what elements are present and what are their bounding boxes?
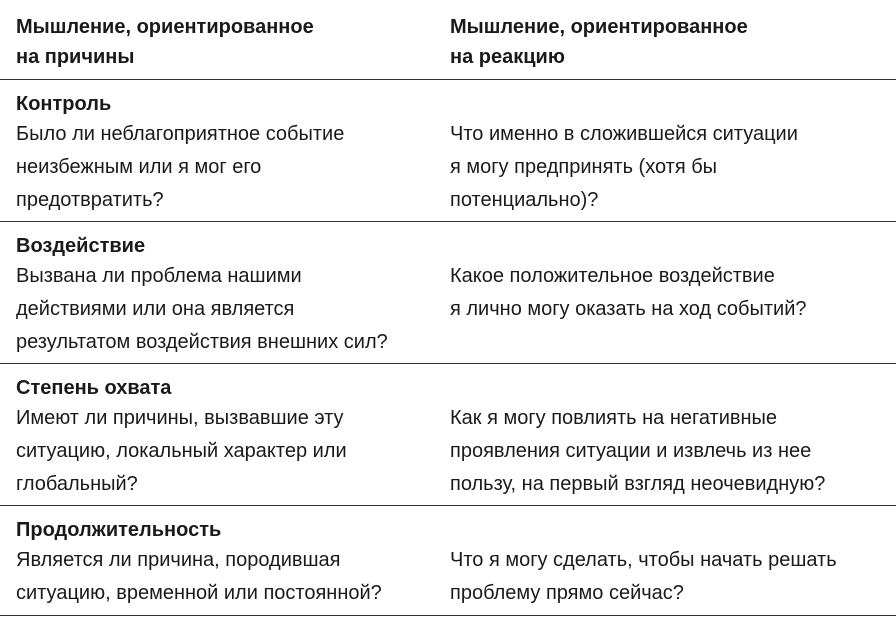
header-response-column: Мышление, ориентированное на реакцию (450, 16, 748, 68)
table-header (0, 0, 896, 80)
table-section-scope (0, 364, 896, 506)
section-title: Продолжительность (16, 519, 222, 541)
table-section-duration (0, 506, 896, 616)
response-question: Какое положительное воздействие я лично могу оказать на ход событий? (450, 265, 807, 320)
section-title: Степень охвата (16, 377, 172, 399)
table-section-control (0, 80, 896, 222)
response-question: Что именно в сложившейся ситуации я могу предпринять (хотя бы потенциально)? (450, 123, 798, 211)
section-title: Контроль (16, 93, 112, 115)
header-causes-column: Мышление, ориентированное на причины (16, 16, 314, 68)
causes-question: Было ли неблагоприятное событие неизбежным или я мог его предотвратить? (16, 123, 345, 211)
section-body (0, 118, 896, 217)
section-title: Воздействие (16, 235, 146, 257)
section-body (0, 544, 896, 610)
causes-question: Является ли причина, породившая ситуацию, временной или постоянной? (16, 549, 382, 604)
response-question: Как я могу повлиять на негативные проявления ситуации и извлечь из нее пользу, на первый взгляд неочевидную? (450, 407, 826, 495)
causes-question: Имеют ли причины, вызвавшие эту ситуацию, локальный характер или глобальный? (16, 407, 347, 495)
causes-question: Вызвана ли проблема нашими действиями или она является результатом воздействия внешних сил? (16, 265, 388, 353)
section-body (0, 260, 896, 359)
table-section-impact (0, 222, 896, 364)
section-body (0, 402, 896, 501)
response-question: Что я могу сделать, чтобы начать решать проблему прямо сейчас? (450, 549, 837, 604)
